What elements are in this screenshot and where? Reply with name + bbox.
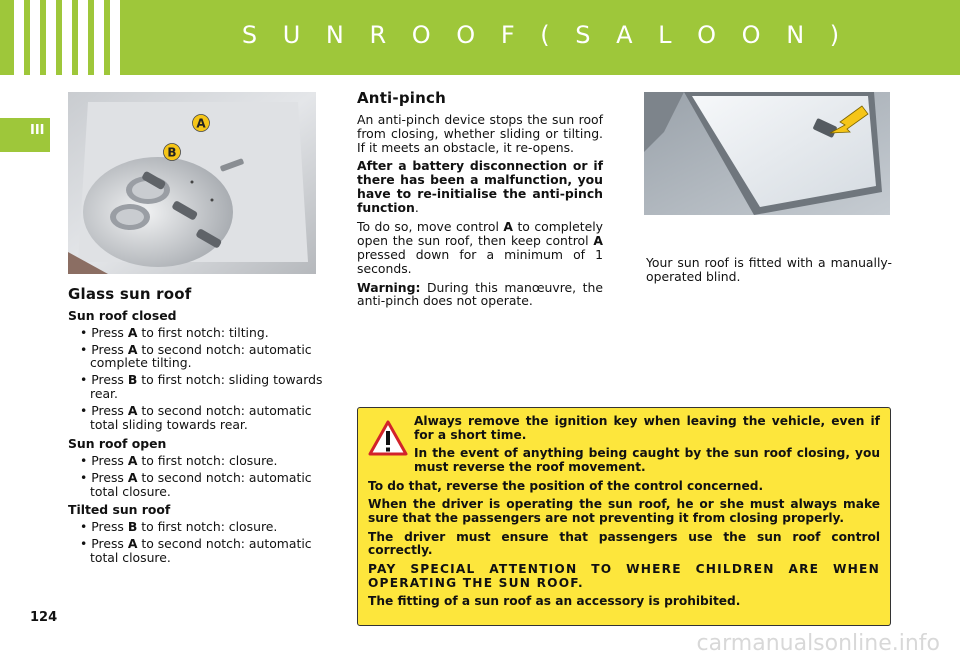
warning-triangle-icon [368,420,408,456]
chapter-tab[interactable]: III [0,118,50,152]
page-number: 124 [30,610,58,625]
roof-console-photo [68,92,316,274]
warning-line: PAY SPECIAL ATTENTION TO WHERE CHILDREN ARE WHEN OPERATING THE SUN ROOF. [368,561,880,590]
callout-a [193,115,210,132]
list-item: • Press B to first notch: sliding towards rear. [68,373,324,401]
warning-line: Always remove the ignition key when leaving the vehicle, even if for a short time. [414,414,880,442]
list-item: • Press A to second notch: automatic total closure. [68,537,324,565]
warning-line: To do that, reverse the position of the control concerned. [368,478,764,493]
list-item: • Press A to first notch: tilting. [68,326,324,340]
paragraph: An anti-pinch device stops the sun roof from closing, whether sliding or tilting. If it meets an obstacle, it re-opens. [357,111,603,155]
list-item: • Press A to second notch: automatic total sliding towards rear. [68,404,324,432]
warning-line: In the event of anything being caught by the sun roof closing, you must reverse the roof movement. [414,446,880,474]
svg-text:A: A [196,116,206,131]
sunroof-blind-photo [644,92,890,215]
warning-line: The fitting of a sun roof as an accessory is prohibited. [368,594,741,609]
subheading: Tilted sun roof [68,502,171,518]
list-item: • Press B to first notch: closure. [68,520,324,534]
page-header [0,0,960,75]
subheading: Sun roof open [68,435,167,451]
paragraph: Your sun roof is fitted with a manually-operated blind. [646,255,892,284]
glass-sunroof-section [68,286,324,565]
list-item: • Press A to second notch: automatic complete tilting. [68,343,324,371]
list-item: • Press A to second notch: automatic total closure. [68,471,324,499]
header-stripes [0,0,120,75]
callout-b [164,144,181,161]
section-heading: Glass sun roof [68,285,192,303]
section-heading: Anti-pinch [357,89,446,107]
paragraph: Warning: During this manœuvre, the anti-pinch does not operate. [357,279,603,309]
paragraph: To do so, move control A to completely open the sun roof, then keep control A pressed down for a minimum of 1 seconds. [357,219,603,276]
page-title: S U N R O O F ( S A L O O N ) [241,21,849,49]
svg-text:B: B [167,145,177,160]
watermark[interactable]: carmanualsonline.info [696,631,940,657]
paragraph: After a battery disconnection or if there has been a malfunction, you have to re-initialise the anti-pinch function. [357,158,603,216]
warning-line: The driver must ensure that passengers use the sun roof control correctly. [368,529,880,558]
blind-section [646,256,892,289]
warning-line: When the driver is operating the sun roof, he or she must always make sure that the passengers are not preventing it from closing properly. [368,497,880,525]
warning-box [357,407,891,626]
subheading: Sun roof closed [68,307,177,323]
list-item: • Press A to first notch: closure. [68,454,324,468]
anti-pinch-section [357,90,603,313]
